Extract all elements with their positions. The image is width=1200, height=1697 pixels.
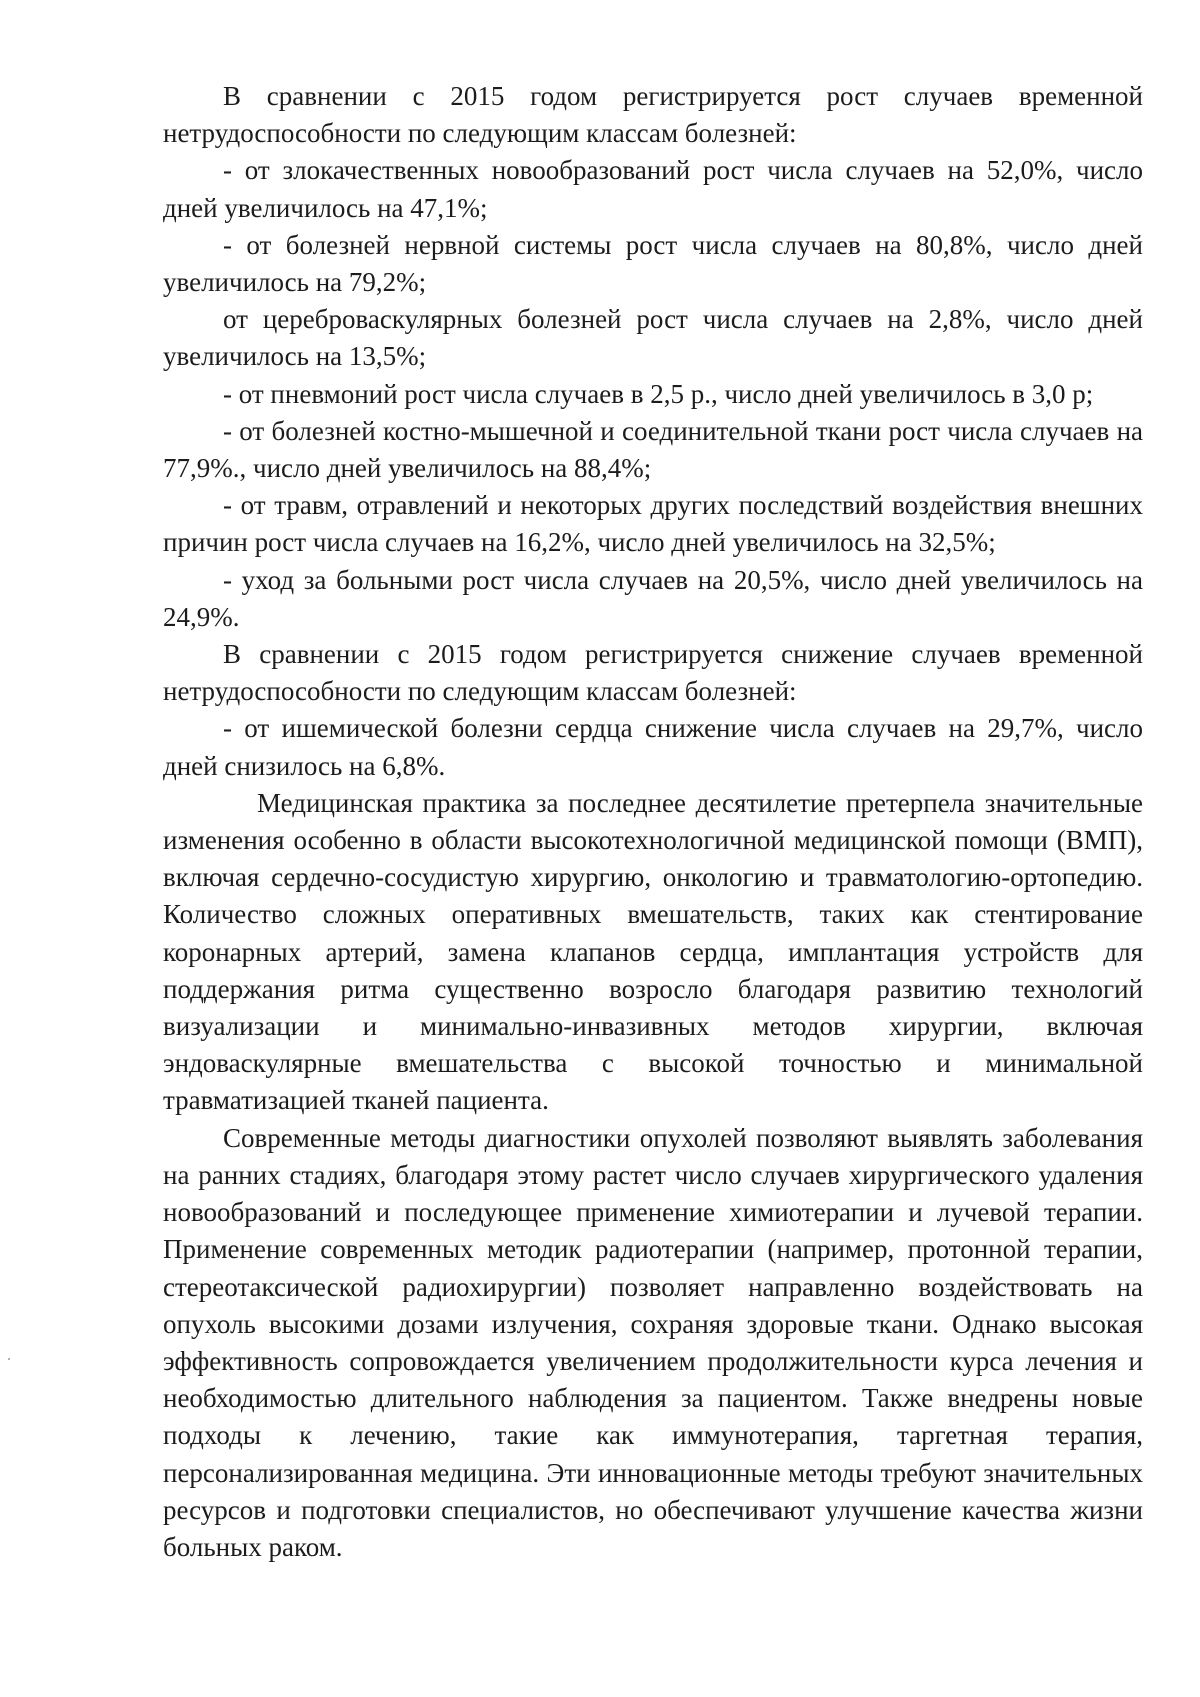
paragraph-injuries: - от травм, отравлений и некоторых других последствий воздействия внешних причин рост числа случаев на 16,2%, число дней увеличилось на 32,5%; [163, 490, 1143, 558]
paragraph-cerebrovascular: от цереброваскулярных болезней рост числа случаев на 2,8%, число дней увеличилось на 13,5%; [163, 304, 1143, 372]
paragraph-malignant-neoplasms: - от злокачественных новообразований рост числа случаев на 52,0%, число дней увеличилось на 47,1%; [163, 155, 1143, 223]
paragraph-pneumonia: - от пневмоний рост числа случаев в 2,5 р., число дней увеличилось в 3,0 р; [223, 378, 1094, 409]
paragraph-musculoskeletal: - от болезней костно-мышечной и соединительной ткани рост числа случаев на 77,9%., число дней увеличилось на 88,4%; [163, 415, 1143, 484]
paragraph-medical-practice: Медицинская практика за последнее десятилетие претерпела значительные изменения особенно в области высокотехнологичной медицинской помощи (ВМП), включая сердечно-сосудистую хирургию, онкологию и травматологию-ортопедию. Количество сложных оперативных вмешательств, таких как стентирование коронарных артерий, замена клапанов сердца, имплантация устройств для поддержания ритма существенно возросло благодаря развитию технологий визуализации и минимально-инвазивных методов хирургии, включая эндоваскулярные вмешательства с высокой точностью и минимальной травматизацией тканей пациента. [163, 787, 1143, 1116]
paragraph-decline-intro: В сравнении с 2015 годом регистрируется снижение случаев временной нетрудоспособности по следующим классам болезней: [163, 639, 1143, 707]
paragraph-ischemic-heart: - от ишемической болезни сердца снижение числа случаев на 29,7%, число дней снизилось на 6,8%. [163, 713, 1143, 781]
document-body [163, 78, 1143, 1566]
paragraph-nervous-system: - от болезней нервной системы рост числа случаев на 80,8%, число дней увеличилось на 79,2%; [163, 229, 1143, 298]
paragraph-growth-intro: В сравнении с 2015 годом регистрируется рост случаев временной нетрудоспособности по следующим классам болезней: [163, 81, 1143, 149]
paragraph-oncology-methods: Современные методы диагностики опухолей позволяют выявлять заболевания на ранних стадиях, благодаря этому растет число случаев хирургического удаления новообразований и последующее применение химиотерапии и лучевой терапии. Применение современных методик радиотерапии (например, протонной терапии, стереотаксической радиохирургии) позволяет направленно воздействовать на опухоль высокими дозами излучения, сохраняя здоровые ткани. Однако высокая эффективность сопровождается увеличением продолжительности курса лечения и необходимостью длительного наблюдения за пациентом. Также внедрены новые подходы к лечению, такие как иммунотерапия, таргетная терапия, персонализированная медицина. Эти инновационные методы требуют значительных ресурсов и подготовки специалистов, но обеспечивают улучшение качества жизни больных раком. [163, 1122, 1143, 1562]
paragraph-patient-care: - уход за больными рост числа случаев на 20,5%, число дней увеличилось на 24,9%. [163, 564, 1143, 632]
scan-speck [8, 1358, 10, 1360]
